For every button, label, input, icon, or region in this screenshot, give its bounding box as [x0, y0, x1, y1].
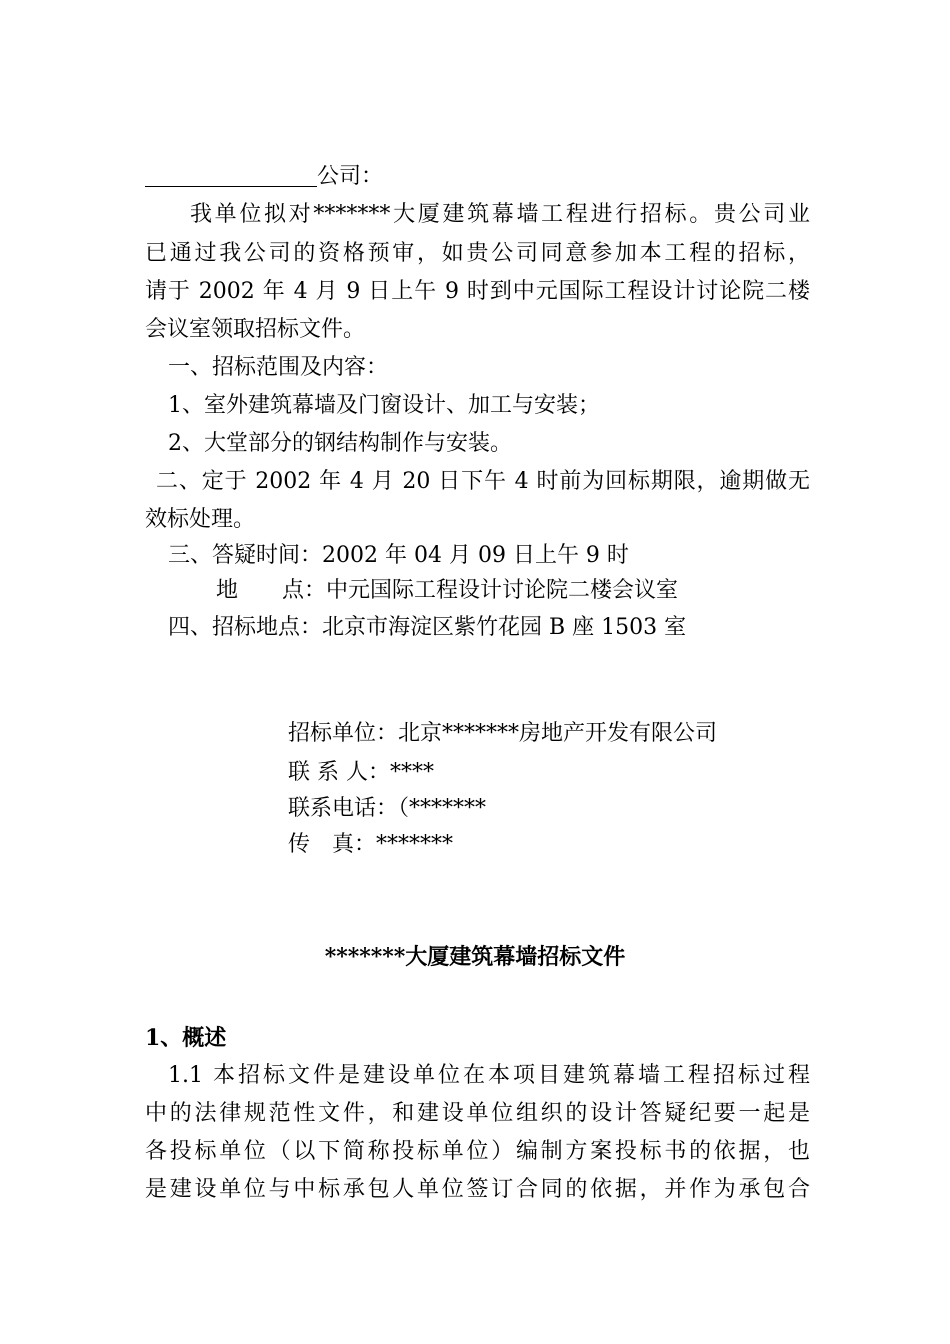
- document-title: *******大厦建筑幕墙招标文件: [324, 944, 626, 970]
- contact-phone: 联系电话：（*******: [288, 796, 487, 821]
- addressee-line: [145, 158, 810, 196]
- body-line-1: 我单位拟对*******大厦建筑幕墙工程进行招标。贵公司业: [190, 202, 810, 227]
- section2-line-1: 二、定于 2002 年 4 月 20 日下午 4 时前为回标期限，逾期做无: [156, 469, 810, 494]
- para-line-4: 是建设单位与中标承包人单位签订合同的依据，并作为承包合: [145, 1177, 810, 1202]
- contact-fax: 传 真：*******: [288, 832, 454, 857]
- section1-item-2: 2、大堂部分的钢结构制作与安装。: [168, 431, 512, 456]
- section-heading-overview: 1、概述: [145, 1025, 227, 1051]
- section3-place: 中元国际工程设计讨论院二楼会议室: [326, 578, 679, 603]
- contact-unit: 招标单位：北京*******房地产开发有限公司: [288, 721, 718, 746]
- body-line-3: 请于 2002 年 4 月 9 日上午 9 时到中元国际工程设计讨论院二楼: [145, 279, 810, 304]
- section1-title: 一、招标范围及内容：: [168, 355, 389, 380]
- section3-place-label: 地 点：: [216, 578, 327, 603]
- section1-item-1: 1、室外建筑幕墙及门窗设计、加工与安装；: [168, 393, 600, 418]
- contact-person: 联 系 人：****: [288, 760, 434, 785]
- section3-time: 三、答疑时间：2002 年 04 月 09 日上午 9 时: [168, 543, 629, 568]
- para-line-3: 各投标单位（以下简称投标单位）编制方案投标书的依据，也: [145, 1139, 810, 1164]
- addressee-suffix: 公司：: [317, 164, 384, 189]
- para-line-1: 1.1 本招标文件是建设单位在本项目建筑幕墙工程招标过程: [168, 1063, 810, 1088]
- para-line-2: 中的法律规范性文件，和建设单位组织的设计答疑纪要一起是: [145, 1101, 810, 1126]
- section3-place-line: [216, 572, 881, 610]
- body-line-2: 已通过我公司的资格预审，如贵公司同意参加本工程的招标，: [145, 241, 810, 266]
- section4-location: 四、招标地点：北京市海淀区紫竹花园 B 座 1503 室: [168, 615, 687, 640]
- body-line-4: 会议室领取招标文件。: [145, 317, 366, 342]
- addressee-blank: [145, 160, 317, 187]
- section2-line-2: 效标处理。: [145, 507, 256, 532]
